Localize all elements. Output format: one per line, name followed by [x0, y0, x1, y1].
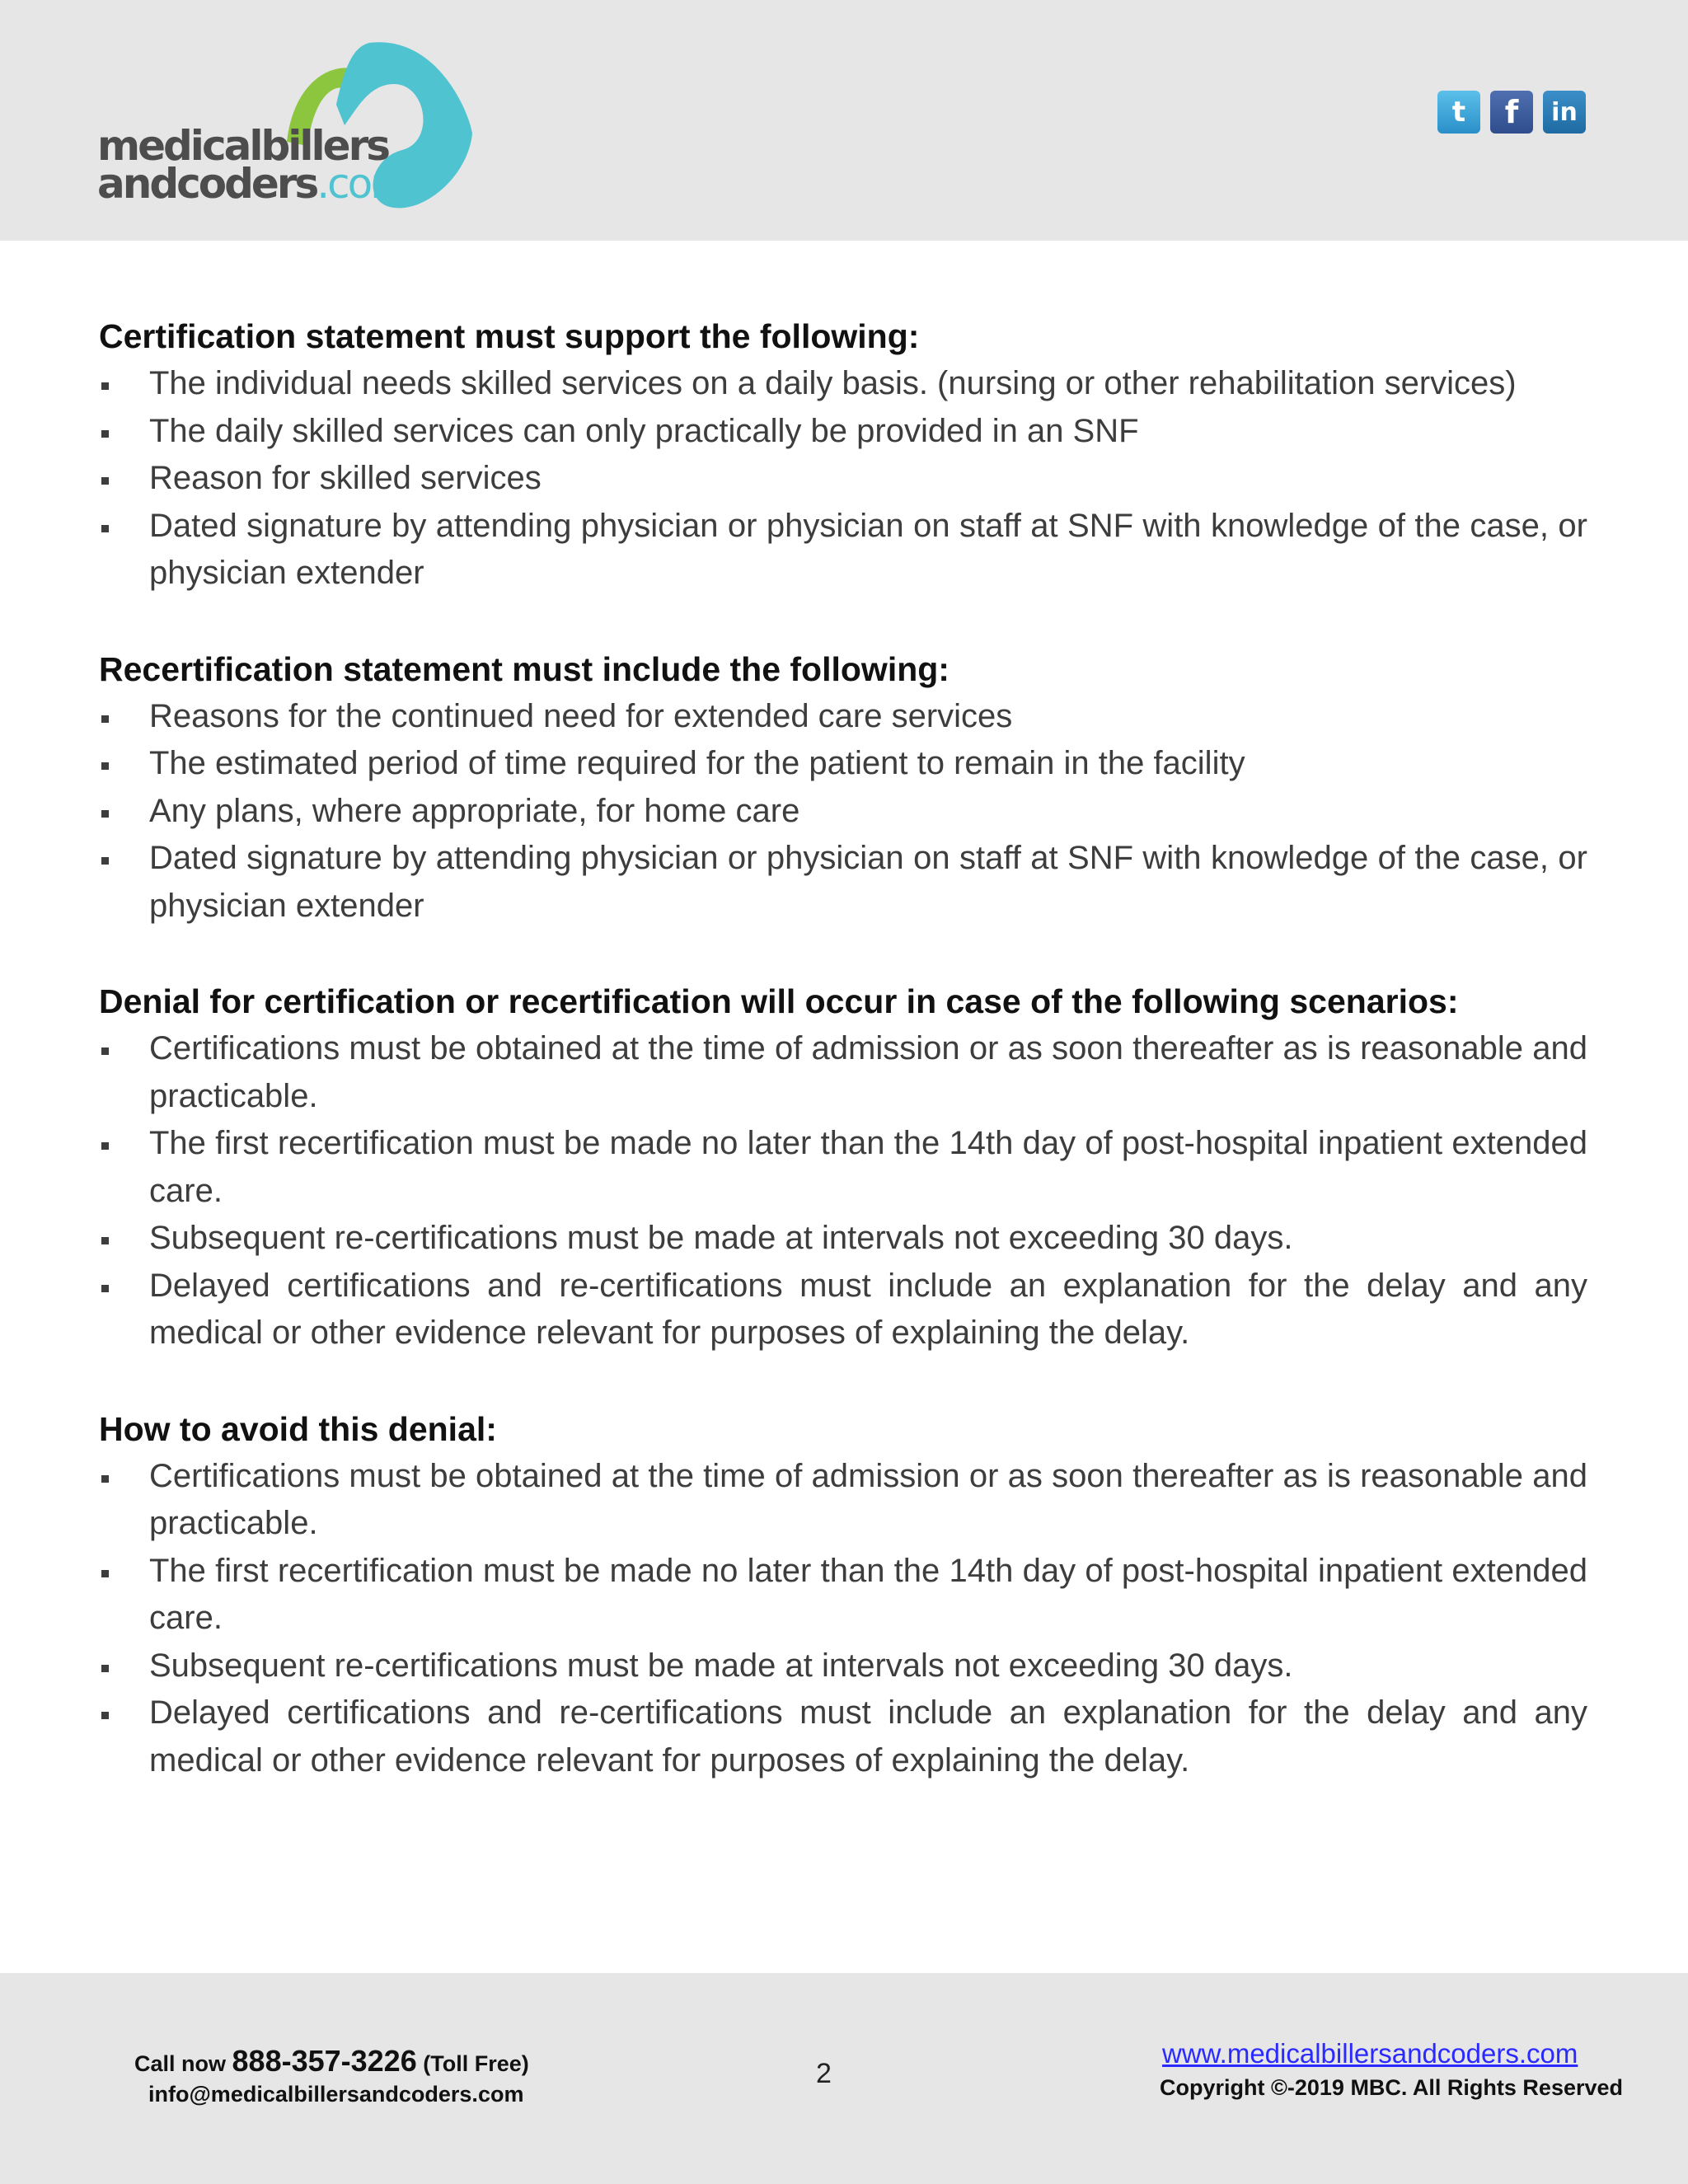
call-prefix: Call now — [134, 2051, 227, 2076]
list-item: Certifications must be obtained at the time of admission or as soon thereafter as is reasonable and practicable. — [99, 1025, 1587, 1120]
copyright-text: Copyright ©-2019 MBC. All Rights Reserved — [1160, 2075, 1624, 2100]
bullet-list — [99, 1025, 1587, 1357]
list-item: Any plans, where appropriate, for home care — [99, 788, 1587, 836]
section-denial-scenarios — [99, 978, 1587, 1357]
list-item: Certifications must be obtained at the time of admission or as soon thereafter as is reasonable and practicable. — [99, 1453, 1587, 1548]
document-body — [99, 313, 1587, 1833]
list-item: The estimated period of time required for the patient to remain in the facility — [99, 740, 1587, 788]
linkedin-icon[interactable]: in — [1543, 91, 1586, 134]
logo-line-1: medicalbillers — [97, 122, 388, 170]
call-suffix: (Toll Free) — [423, 2051, 529, 2076]
section-recertification — [99, 646, 1587, 930]
bullet-list — [99, 1453, 1587, 1785]
list-item: Delayed certifications and re-certifications must include an explanation for the delay and any medical or other evidence relevant for purposes of explaining the delay. — [99, 1263, 1587, 1357]
logo-line-2-main: andcoders — [97, 160, 317, 208]
list-item: The first recertification must be made no later than the 14th day of post-hospital inpatient extended care. — [99, 1548, 1587, 1643]
list-item: Subsequent re-certifications must be made at intervals not exceeding 30 days. — [99, 1643, 1587, 1690]
page-number: 2 — [816, 2058, 832, 2089]
section-heading: Certification statement must support the following: — [99, 317, 920, 355]
email-address[interactable]: info@medicalbillersandcoders.com — [148, 2082, 524, 2107]
section-heading: How to avoid this denial: — [99, 1409, 497, 1448]
phone-number[interactable]: 888-357-3226 — [232, 2044, 417, 2078]
company-logo[interactable] — [97, 35, 476, 216]
list-item: Delayed certifications and re-certifications must include an explanation for the delay and any medical or other evidence relevant for purposes of explaining the delay. — [99, 1690, 1587, 1784]
twitter-icon[interactable]: t — [1437, 91, 1480, 134]
list-item: The individual needs skilled services on a daily basis. (nursing or other rehabilitation services) — [99, 360, 1587, 408]
website-link[interactable]: www.medicalbillersandcoders.com — [1162, 2038, 1578, 2069]
list-item: Dated signature by attending physician or physician on staff at SNF with knowledge of the case, or physician extender — [99, 835, 1587, 930]
logo-wordmark — [97, 122, 408, 208]
logo-line-2-suffix: .com — [316, 160, 408, 208]
section-heading: Denial for certification or recertification will occur in case of the following scenarios: — [99, 982, 1459, 1020]
section-heading: Recertification statement must include the following: — [99, 649, 950, 688]
list-item: Dated signature by attending physician or physician on staff at SNF with knowledge of the case, or physician extender — [99, 503, 1587, 598]
section-avoid-denial — [99, 1406, 1587, 1785]
list-item: Reason for skilled services — [99, 455, 1587, 503]
logo-line-2 — [97, 160, 408, 208]
section-certification — [99, 313, 1587, 598]
list-item: Subsequent re-certifications must be made at intervals not exceeding 30 days. — [99, 1215, 1587, 1263]
page-header — [0, 0, 1688, 241]
facebook-icon[interactable]: f — [1490, 91, 1533, 134]
list-item: Reasons for the continued need for extended care services — [99, 693, 1587, 741]
list-item: The first recertification must be made no later than the 14th day of post-hospital inpatient extended care. — [99, 1120, 1587, 1215]
list-item: The daily skilled services can only practically be provided in an SNF — [99, 408, 1587, 456]
bullet-list — [99, 360, 1587, 598]
call-now-text — [134, 2044, 529, 2079]
bullet-list — [99, 693, 1587, 930]
